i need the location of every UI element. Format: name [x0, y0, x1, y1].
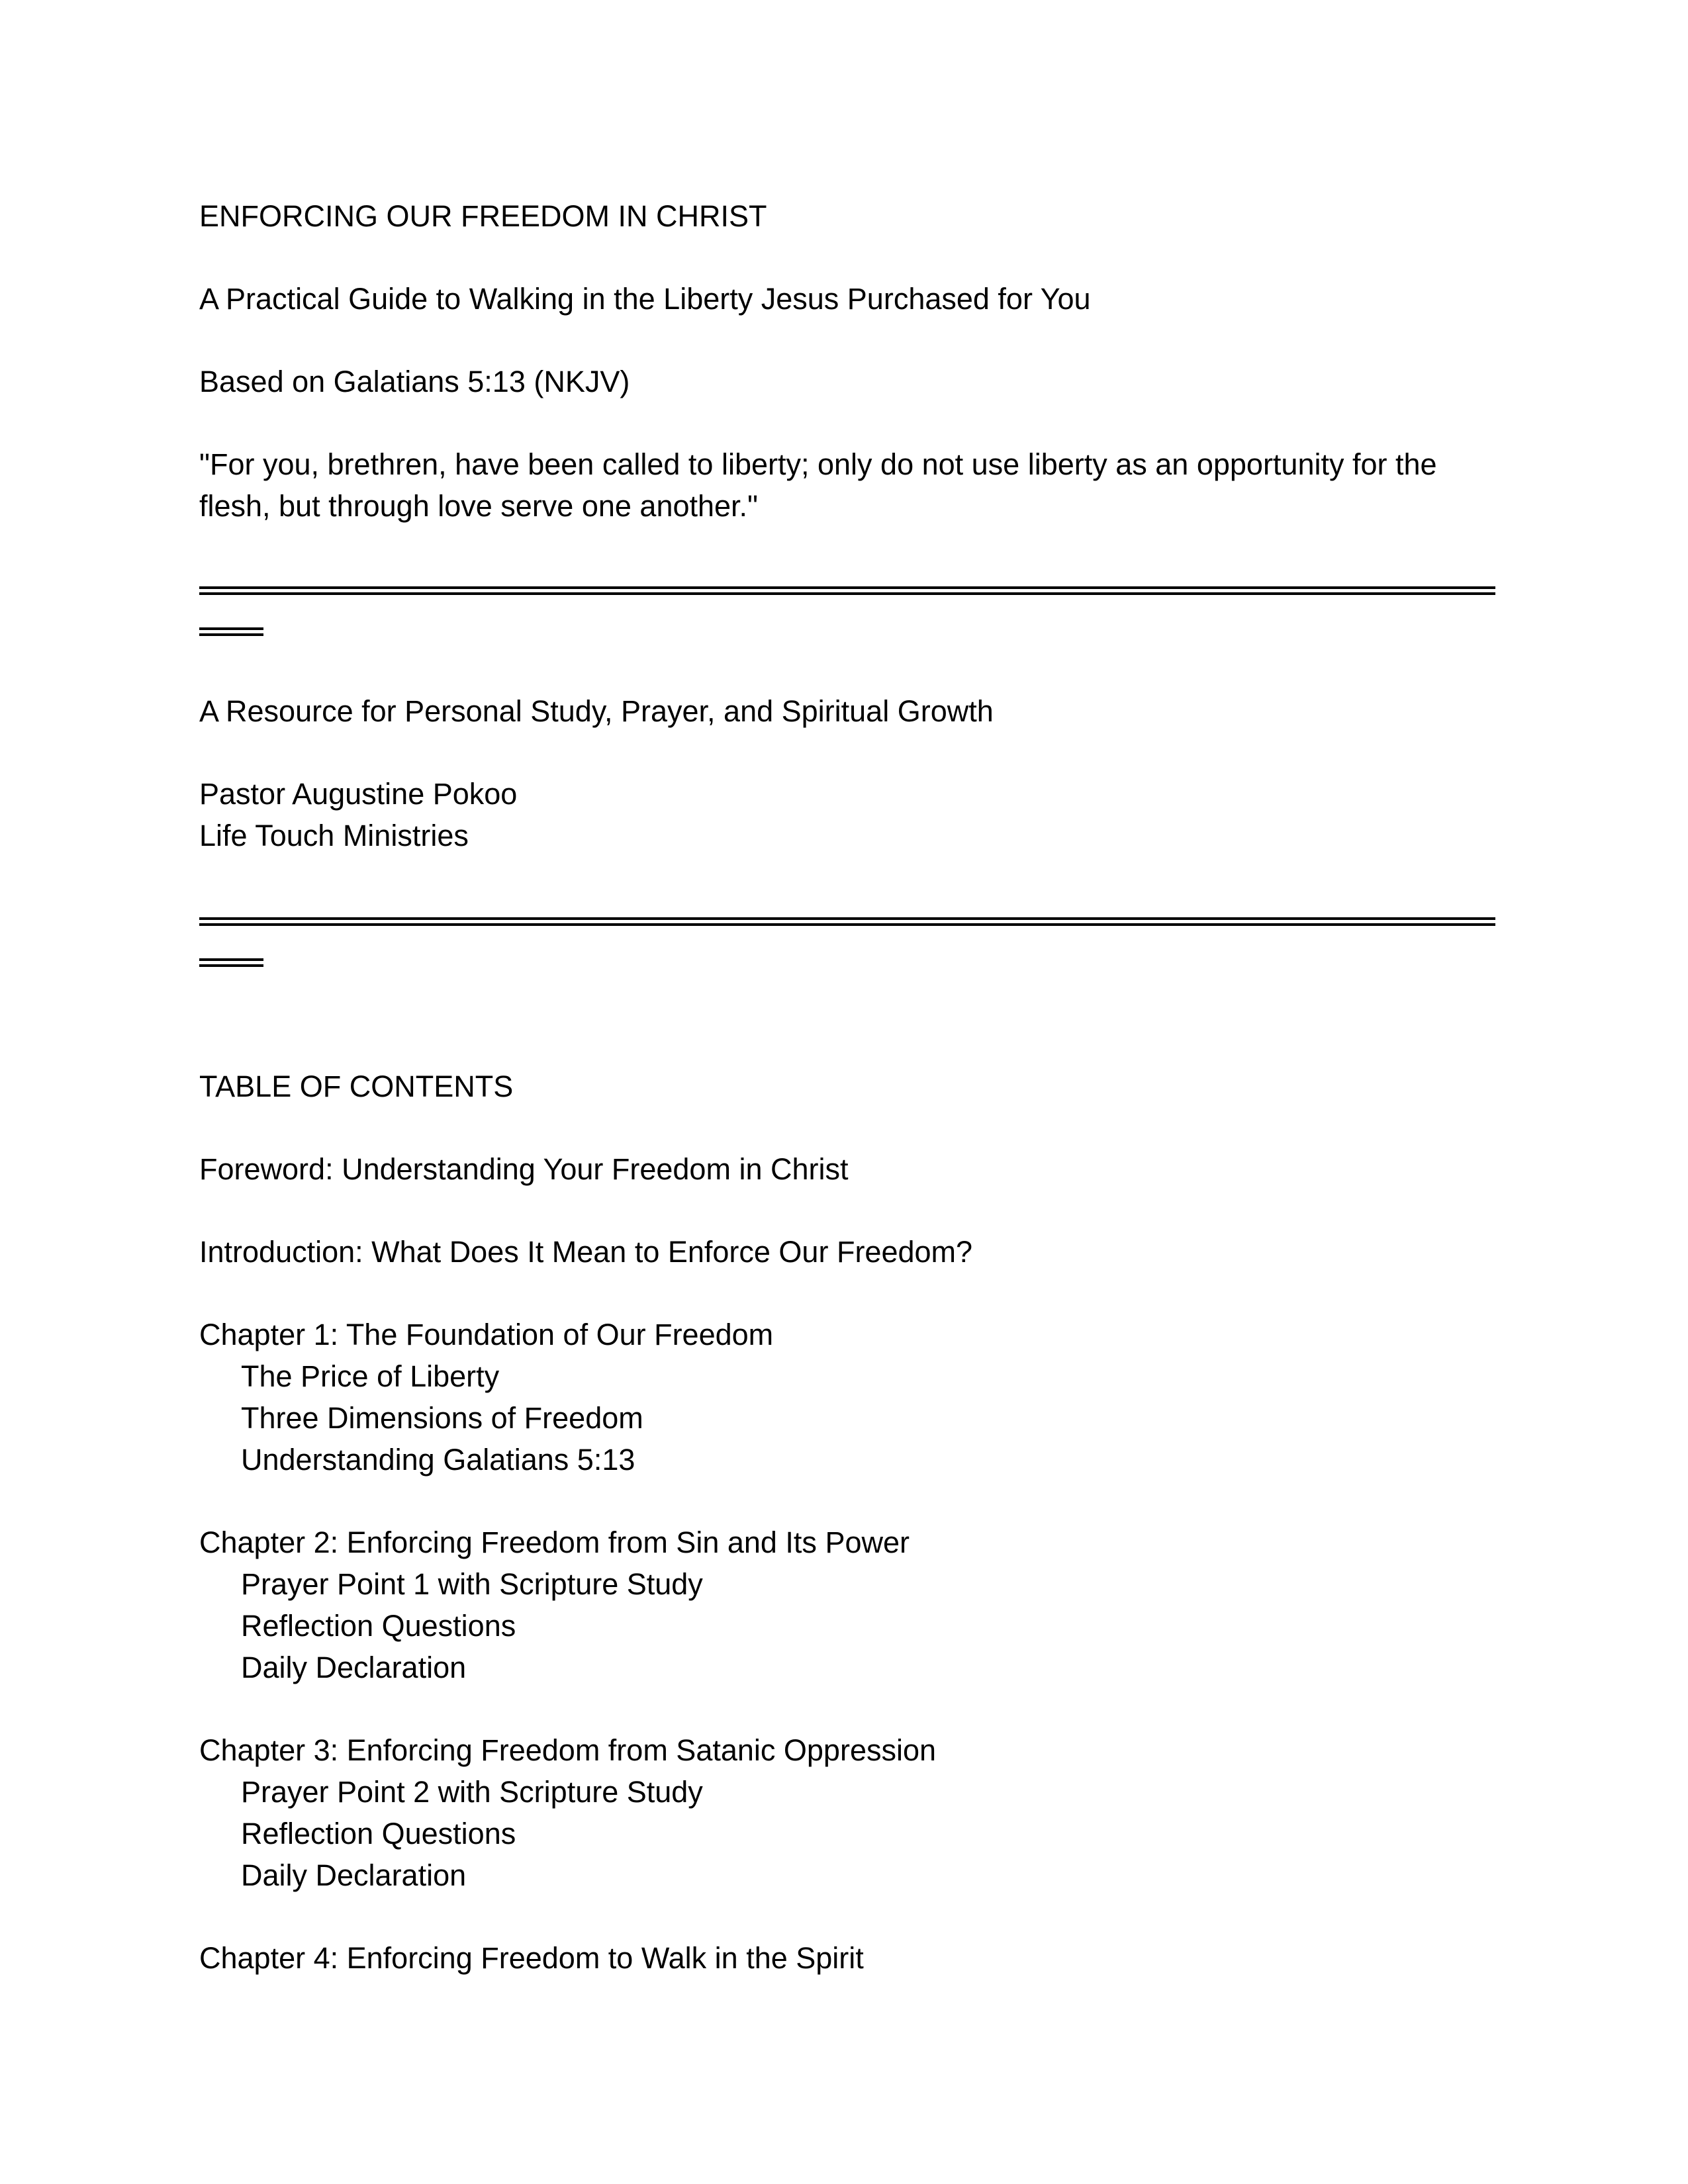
- toc-chapter-2: Chapter 2: Enforcing Freedom from Sin and Its Power: [199, 1525, 910, 1559]
- toc-chapter-4: Chapter 4: Enforcing Freedom to Walk in the Spirit: [199, 1941, 864, 1975]
- document-title: ENFORCING OUR FREEDOM IN CHRIST: [199, 199, 767, 233]
- double-divider: [199, 586, 1495, 595]
- toc-subitem: Prayer Point 2 with Scripture Study: [241, 1775, 703, 1809]
- toc-subitem: Daily Declaration: [241, 1858, 467, 1892]
- toc-subitem: Understanding Galatians 5:13: [241, 1443, 635, 1477]
- toc-chapter-1: Chapter 1: The Foundation of Our Freedom: [199, 1318, 774, 1351]
- scripture-basis: Based on Galatians 5:13 (NKJV): [199, 365, 630, 398]
- toc-subitem: Daily Declaration: [241, 1651, 467, 1684]
- toc-heading: TABLE OF CONTENTS: [199, 1069, 514, 1103]
- toc-chapter-3: Chapter 3: Enforcing Freedom from Satanic Oppression: [199, 1733, 937, 1767]
- toc-subitem: Three Dimensions of Freedom: [241, 1401, 643, 1435]
- toc-subitem: Prayer Point 1 with Scripture Study: [241, 1567, 703, 1601]
- toc-entry-introduction: Introduction: What Does It Mean to Enforce Our Freedom?: [199, 1235, 973, 1269]
- toc-subitem: Reflection Questions: [241, 1817, 516, 1850]
- double-divider: [199, 917, 1495, 926]
- resource-line: A Resource for Personal Study, Prayer, and Spiritual Growth: [199, 694, 994, 728]
- ministry-name: Life Touch Ministries: [199, 819, 469, 852]
- scripture-quote: "For you, brethren, have been called to liberty; only do not use liberty as an opportunity for the flesh, but through love serve one another.": [199, 447, 1437, 523]
- document-subtitle: A Practical Guide to Walking in the Liberty Jesus Purchased for You: [199, 282, 1091, 316]
- author-name: Pastor Augustine Pokoo: [199, 777, 518, 811]
- double-divider-tail: [199, 627, 263, 636]
- toc-subitem: The Price of Liberty: [241, 1359, 500, 1393]
- toc-entry-foreword: Foreword: Understanding Your Freedom in Christ: [199, 1152, 849, 1186]
- double-divider-tail: [199, 958, 263, 967]
- toc-subitem: Reflection Questions: [241, 1609, 516, 1643]
